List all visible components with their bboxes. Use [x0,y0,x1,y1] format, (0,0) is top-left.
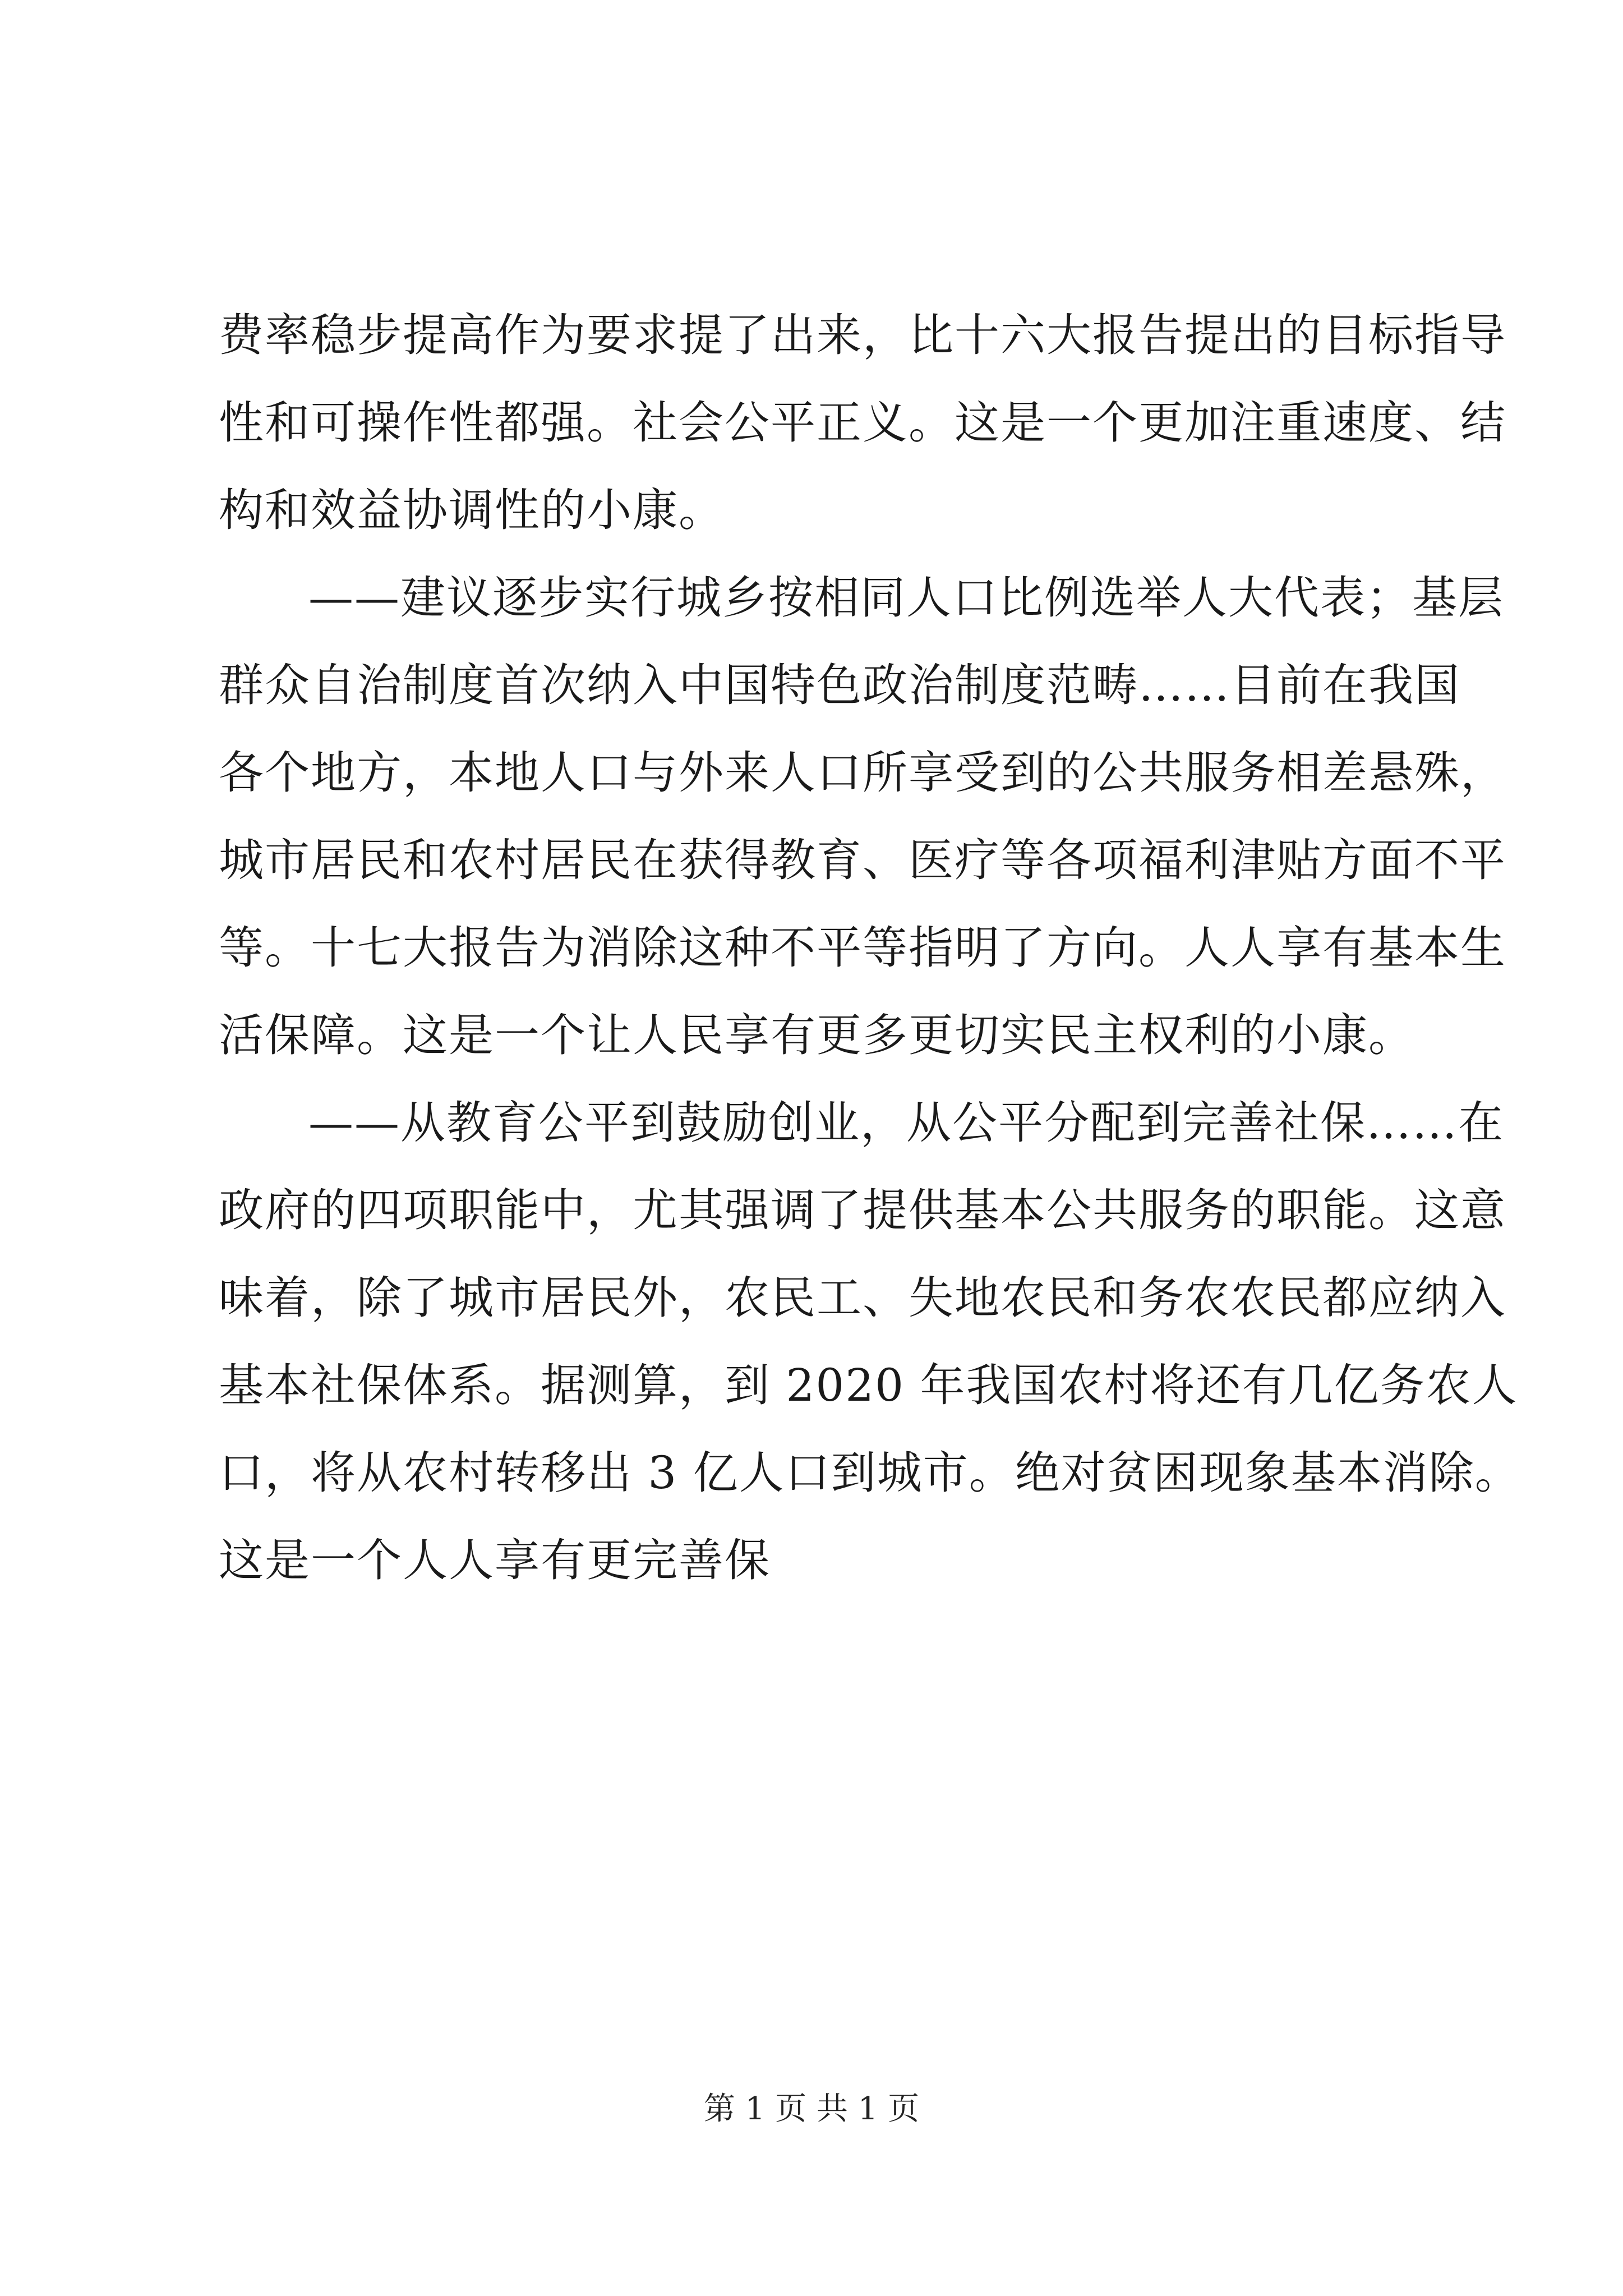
text-line: 味着，除了城市居民外，农民工、失地农民和务农农民都应纳入 [219,1272,1506,1324]
text-line: 费率稳步提高作为要求提了出来，比十六大报告提出的目标指导 [219,309,1506,361]
text-line: 等。十七大报告为消除这种不平等指明了方向。人人享有基本生 [219,922,1506,974]
text-line: 城市居民和农村居民在获得教育、医疗等各项福利津贴方面不平 [219,834,1506,886]
text-line: 性和可操作性都强。社会公平正义。这是一个更加注重速度、结 [219,397,1506,449]
text-line: 构和效益协调性的小康。 [219,484,725,536]
page-number-footer: 第 1 页 共 1 页 [703,2091,920,2127]
text-line: 基本社保体系。据测算，到 2020 年我国农村将还有几亿务农人 [219,1359,1518,1411]
paragraph-first-line: ——建议逐步实行城乡按相同人口比例选举人大代表；基层 [308,572,1504,624]
text-line: 政府的四项职能中，尤其强调了提供基本公共服务的职能。这意 [219,1184,1506,1236]
document-body [219,292,1521,1604]
text-line: 活保障。这是一个让人民享有更多更切实民主权利的小康。 [219,1009,1414,1061]
text-line: 这是一个人人享有更完善保 [219,1534,771,1586]
text-line: 各个地方，本地人口与外来人口所享受到的公共服务相差悬殊， [219,747,1506,799]
paragraph-first-line: ——从教育公平到鼓励创业，从公平分配到完善社保……在 [308,1097,1504,1149]
text-line: 群众自治制度首次纳入中国特色政治制度范畴……目前在我国 [219,659,1460,711]
text-line: 口，将从农村转移出 3 亿人口到城市。绝对贫困现象基本消除。 [219,1447,1521,1499]
